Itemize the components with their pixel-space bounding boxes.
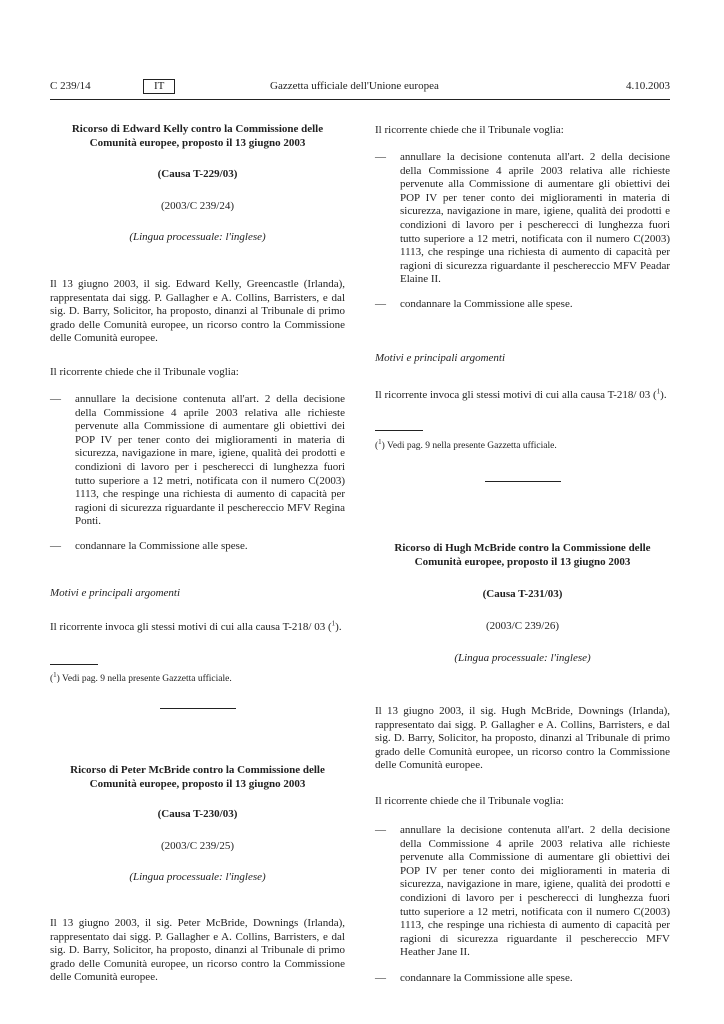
claim-text: annullare la decisione contenuta all'art. 2 della decisione della Commissione 4 aprile 2003 relativa alle richieste pervenute alla Commissione di aumentare gli obiettivi dei POP IV per tener conto dei miglioramenti in materia di sicurezza, navigazione in mare, igiene, qualità dei prodotti e condizioni di lavoro per i pescherecci di lunghezza fuori tutto superiore a 12 metri, notificata con il numero C(2003) 1113, che respinge una richiesta di aumento di capacità per ragioni di sicurezza riguardante il peschereccio MFV Heather Jane II. (400, 824, 670, 959)
header-rule (50, 99, 670, 100)
case-language: (Lingua processuale: l'inglese) (454, 652, 591, 664)
case-intro: Il 13 giugno 2003, il sig. Hugh McBride, Downings (Irlanda), rappresentato dai sigg. P. Gallagher e A. Collins, Barristers, e dal sig. D. Barry, Solicitor, ha proposto, dinanzi al Tribunale di primo grado delle Comunità europee, un ricorso contro la Commissione delle Comunità europee. (375, 705, 670, 772)
claim-text: annullare la decisione contenuta all'art. 2 della decisione della Commissione 4 aprile 2003 relativa alle richieste pervenute alla Commissione di aumentare gli obiettivi dei POP IV per tener conto dei miglioramenti in materia di sicurezza, navigazione in mare, igiene, qualità dei prodotti e condizioni di lavoro per i pescherecci di lunghezza fuori tutto superiore a 12 metri, notificata con il numero C(2003) 1113, che respinge una richiesta di aumento di capacità per ragioni di sicurezza riguardante il peschereccio MFV Peadar Elaine II. (400, 151, 670, 286)
claim-item (375, 151, 670, 287)
grounds-heading: Motivi e principali argomenti (50, 587, 181, 599)
case-title: Ricorso di Edward Kelly contro la Commissione delle Comunità europee, proposto il 13 giugno 2003 (71, 123, 324, 149)
section-separator (160, 708, 236, 709)
claim-item (50, 540, 345, 554)
claim-text: condannare la Commissione alle spese. (400, 972, 573, 984)
footnote: ($^1$) Vedi pag. 9 nella presente Gazzetta ufficiale. (50, 670, 232, 684)
claims-intro: Il ricorrente chiede che il Tribunale voglia: (375, 124, 564, 136)
claim-item (375, 824, 670, 960)
language-box: IT (143, 79, 175, 94)
issue-date: 4.10.2003 (626, 80, 670, 92)
dash-marker: — (50, 393, 61, 405)
case-title: Ricorso di Peter McBride contro la Commissione delle Comunità europee, proposto il 13 giugno 2003 (70, 764, 325, 790)
claim-text: annullare la decisione contenuta all'art. 2 della decisione della Commissione 4 aprile 2003 relativa alle richieste pervenute alla Commissione di aumentare gli obiettivi dei POP IV per tener conto dei miglioramenti in materia di sicurezza, navigazione in mare, igiene, qualità dei prodotti e condizioni di lavoro per i pescherecci di lunghezza fuori tutto superiore a 12 metri, notificata con il numero C(2003) 1113, che respinge una richiesta di aumento di capacità per ragioni di sicurezza riguardante il peschereccio MFV Regina Ponti. (75, 393, 345, 528)
case-number: (Causa T-230/03) (157, 808, 238, 820)
case-number: (Causa T-229/03) (157, 168, 238, 180)
journal-title: Gazzetta ufficiale dell'Unione europea (270, 80, 439, 92)
footnote-rule (375, 430, 423, 431)
dash-marker: — (375, 824, 386, 836)
grounds-heading: Motivi e principali argomenti (375, 352, 506, 364)
claim-item (375, 972, 670, 986)
claim-item (50, 393, 345, 529)
case-reference: (2003/C 239/26) (485, 620, 560, 632)
grounds-text: Il ricorrente invoca gli stessi motivi di cui alla causa T-218/ 03 ($^1$). (375, 387, 667, 401)
claim-text: condannare la Commissione alle spese. (75, 540, 248, 552)
case-language: (Lingua processuale: l'inglese) (129, 231, 266, 243)
case-reference: (2003/C 239/24) (160, 200, 235, 212)
case-language: (Lingua processuale: l'inglese) (129, 871, 266, 883)
claims-intro: Il ricorrente chiede che il Tribunale voglia: (50, 366, 239, 378)
grounds-text: Il ricorrente invoca gli stessi motivi di cui alla causa T-218/ 03 ($^1$). (50, 619, 342, 633)
footnote: ($^1$) Vedi pag. 9 nella presente Gazzetta ufficiale. (375, 437, 557, 451)
dash-marker: — (375, 298, 386, 310)
case-number: (Causa T-231/03) (482, 588, 563, 600)
footnote-ref: 1 (656, 387, 661, 396)
dash-marker: — (375, 151, 386, 163)
claims-intro: Il ricorrente chiede che il Tribunale voglia: (375, 795, 564, 807)
case-reference: (2003/C 239/25) (160, 840, 235, 852)
case-intro: Il 13 giugno 2003, il sig. Peter McBride, Downings (Irlanda), rappresentato dai sigg. P. Gallagher e A. Collins, Barristers, e dal sig. D. Barry, Solicitor, ha proposto, dinanzi al Tribunale di primo grado delle Comunità europee, un ricorso contro la Commissione delle Comunità europee. (50, 917, 345, 984)
page-number: C 239/14 (50, 80, 91, 92)
claim-text: condannare la Commissione alle spese. (400, 298, 573, 310)
section-separator (485, 481, 561, 482)
case-intro: Il 13 giugno 2003, il sig. Edward Kelly, Greencastle (Irlanda), rappresentata dai sigg. P. Gallagher e A. Collins, Barristers, e dal sig. D. Barry, Solicitor, ha proposto, dinanzi al Tribunale di primo grado delle Comunità europee, un ricorso contro la Commissione delle Comunità europee. (50, 278, 345, 345)
dash-marker: — (50, 540, 61, 552)
case-title: Ricorso di Hugh McBride contro la Commissione delle Comunità europee, proposto il 13 giugno 2003 (394, 542, 651, 568)
claim-item (375, 298, 670, 312)
footnote-ref: 1 (331, 619, 336, 628)
footnote-rule (50, 664, 98, 665)
page-header (50, 80, 670, 96)
dash-marker: — (375, 972, 386, 984)
